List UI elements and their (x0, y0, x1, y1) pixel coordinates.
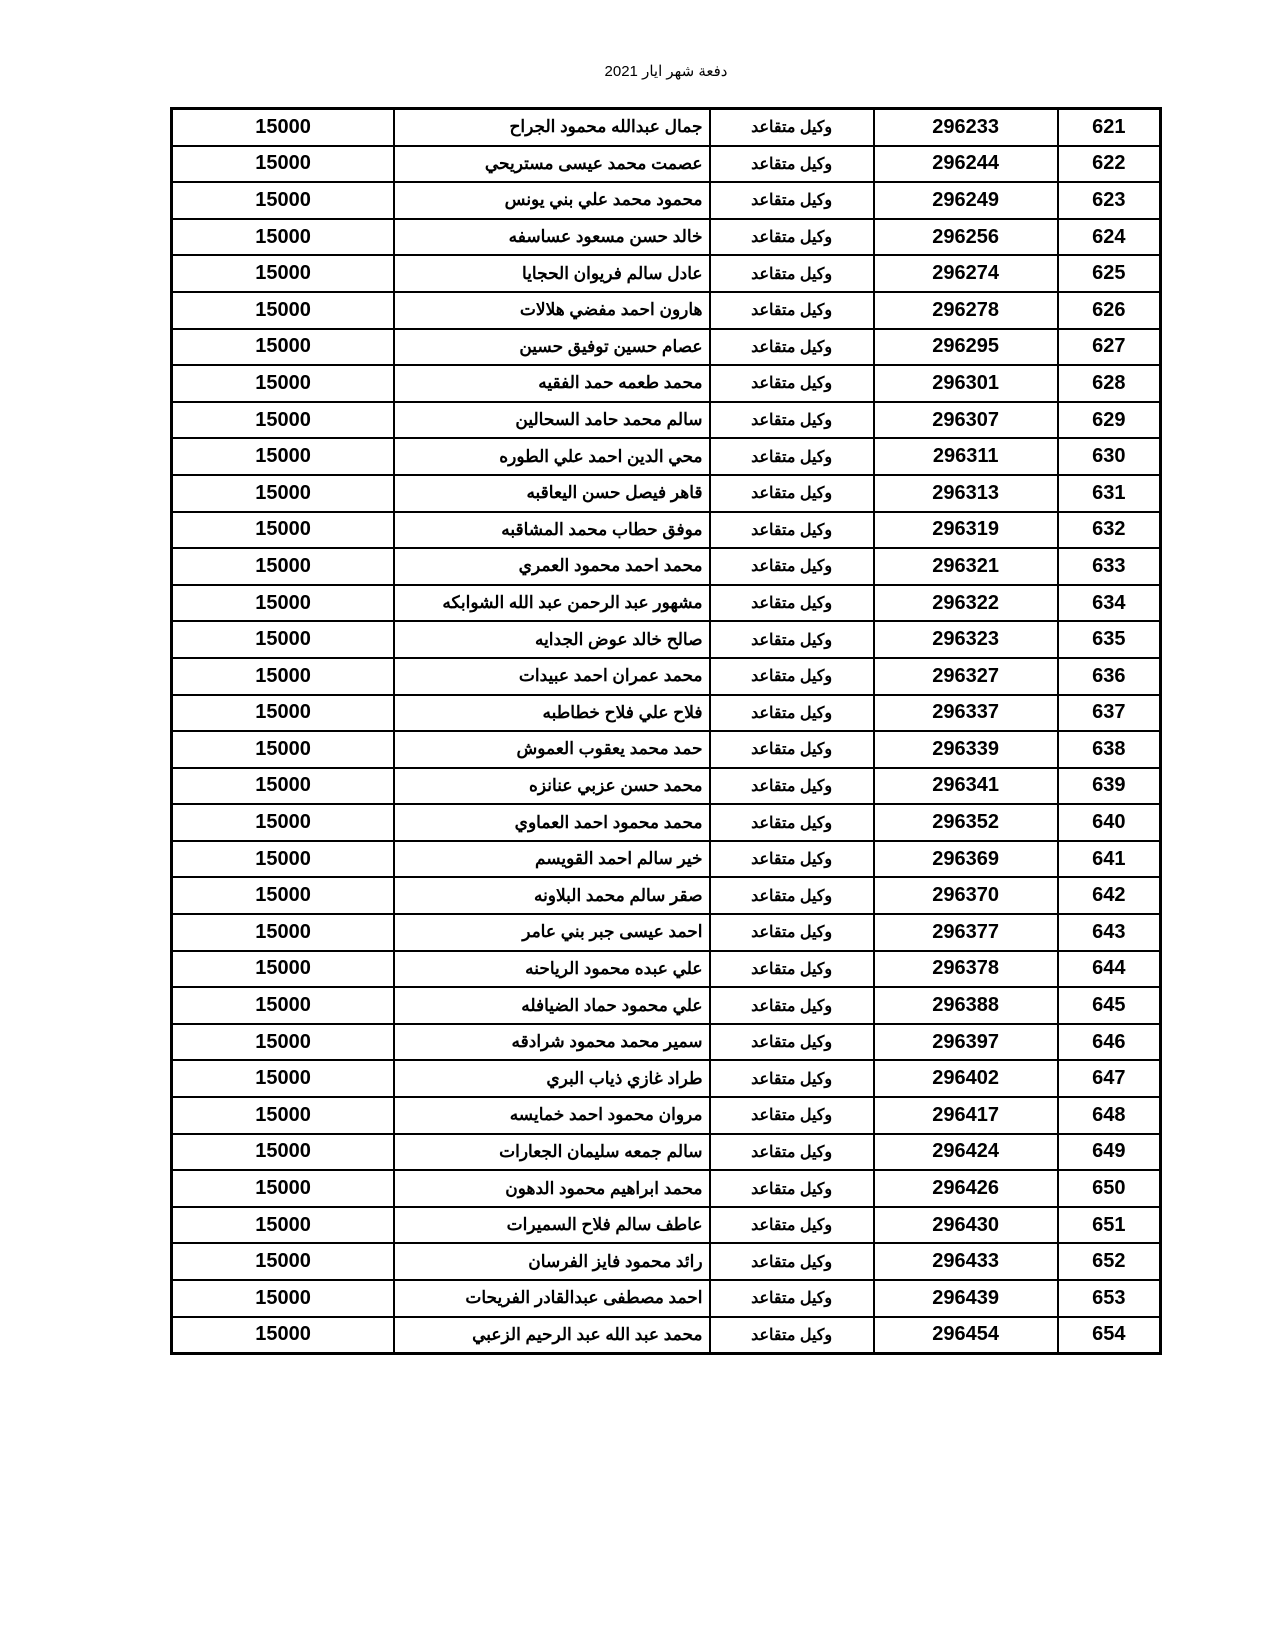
registration-number-cell: 296313 (874, 475, 1058, 512)
serial-cell: 636 (1058, 658, 1161, 695)
name-cell: سالم محمد حامد السحالين (394, 402, 709, 439)
name-cell: طراد غازي ذياب البري (394, 1060, 709, 1097)
registration-number-cell: 296424 (874, 1134, 1058, 1171)
serial-cell: 645 (1058, 987, 1161, 1024)
registration-number-cell: 296295 (874, 329, 1058, 366)
name-cell: احمد مصطفى عبدالقادر الفريحات (394, 1280, 709, 1317)
amount-cell: 15000 (172, 365, 395, 402)
rank-cell: وكيل متقاعد (710, 804, 874, 841)
name-cell: عادل سالم فريوان الحجايا (394, 255, 709, 292)
table-row (172, 1097, 1161, 1134)
registration-number-cell: 296322 (874, 585, 1058, 622)
table-row (172, 365, 1161, 402)
name-cell: عصمت محمد عيسى مستريحي (394, 146, 709, 183)
serial-cell: 643 (1058, 914, 1161, 951)
serial-cell: 630 (1058, 438, 1161, 475)
registration-number-cell: 296327 (874, 658, 1058, 695)
rank-cell: وكيل متقاعد (710, 658, 874, 695)
registration-number-cell: 296249 (874, 182, 1058, 219)
table-row (172, 512, 1161, 549)
registration-number-cell: 296417 (874, 1097, 1058, 1134)
name-cell: خالد حسن مسعود عساسفه (394, 219, 709, 256)
registration-number-cell: 296301 (874, 365, 1058, 402)
amount-cell: 15000 (172, 475, 395, 512)
name-cell: محمد احمد محمود العمري (394, 548, 709, 585)
table-row (172, 987, 1161, 1024)
registration-number-cell: 296433 (874, 1243, 1058, 1280)
amount-cell: 15000 (172, 1317, 395, 1354)
registration-number-cell: 296388 (874, 987, 1058, 1024)
table-row (172, 1170, 1161, 1207)
serial-cell: 627 (1058, 329, 1161, 366)
rank-cell: وكيل متقاعد (710, 329, 874, 366)
serial-cell: 639 (1058, 768, 1161, 805)
rank-cell: وكيل متقاعد (710, 1097, 874, 1134)
serial-cell: 635 (1058, 621, 1161, 658)
serial-cell: 634 (1058, 585, 1161, 622)
registration-number-cell: 296244 (874, 146, 1058, 183)
serial-cell: 633 (1058, 548, 1161, 585)
table-row (172, 146, 1161, 183)
name-cell: حمد محمد يعقوب العموش (394, 731, 709, 768)
registration-number-cell: 296337 (874, 695, 1058, 732)
serial-cell: 640 (1058, 804, 1161, 841)
rank-cell: وكيل متقاعد (710, 255, 874, 292)
rank-cell: وكيل متقاعد (710, 438, 874, 475)
amount-cell: 15000 (172, 1134, 395, 1171)
amount-cell: 15000 (172, 658, 395, 695)
rank-cell: وكيل متقاعد (710, 731, 874, 768)
table-row (172, 219, 1161, 256)
table-row (172, 292, 1161, 329)
serial-cell: 647 (1058, 1060, 1161, 1097)
name-cell: علي محمود حماد الضيافله (394, 987, 709, 1024)
amount-cell: 15000 (172, 292, 395, 329)
amount-cell: 15000 (172, 1097, 395, 1134)
name-cell: محمد عمران احمد عبيدات (394, 658, 709, 695)
name-cell: سالم جمعه سليمان الجعارات (394, 1134, 709, 1171)
table-row (172, 658, 1161, 695)
table-row (172, 475, 1161, 512)
registration-number-cell: 296323 (874, 621, 1058, 658)
rank-cell: وكيل متقاعد (710, 877, 874, 914)
name-cell: سمير محمد محمود شرادقه (394, 1024, 709, 1061)
rank-cell: وكيل متقاعد (710, 292, 874, 329)
name-cell: خير سالم احمد القويسم (394, 841, 709, 878)
name-cell: علي عبده محمود الرياحنه (394, 951, 709, 988)
table-row (172, 548, 1161, 585)
amount-cell: 15000 (172, 768, 395, 805)
rank-cell: وكيل متقاعد (710, 548, 874, 585)
name-cell: محمد طعمه حمد الفقيه (394, 365, 709, 402)
registration-number-cell: 296439 (874, 1280, 1058, 1317)
table-row (172, 768, 1161, 805)
table-row (172, 438, 1161, 475)
name-cell: قاهر فيصل حسن اليعاقبه (394, 475, 709, 512)
serial-cell: 646 (1058, 1024, 1161, 1061)
table-row (172, 1134, 1161, 1171)
table-row (172, 877, 1161, 914)
name-cell: محي الدين احمد علي الطوره (394, 438, 709, 475)
serial-cell: 624 (1058, 219, 1161, 256)
registration-number-cell: 296377 (874, 914, 1058, 951)
serial-cell: 638 (1058, 731, 1161, 768)
rank-cell: وكيل متقاعد (710, 621, 874, 658)
registration-number-cell: 296454 (874, 1317, 1058, 1354)
amount-cell: 15000 (172, 182, 395, 219)
amount-cell: 15000 (172, 146, 395, 183)
amount-cell: 15000 (172, 109, 395, 146)
rank-cell: وكيل متقاعد (710, 109, 874, 146)
table-row (172, 621, 1161, 658)
rank-cell: وكيل متقاعد (710, 585, 874, 622)
name-cell: مشهور عبد الرحمن عبد الله الشوابكه (394, 585, 709, 622)
serial-cell: 625 (1058, 255, 1161, 292)
rank-cell: وكيل متقاعد (710, 402, 874, 439)
serial-cell: 632 (1058, 512, 1161, 549)
registration-number-cell: 296378 (874, 951, 1058, 988)
rank-cell: وكيل متقاعد (710, 1280, 874, 1317)
rank-cell: وكيل متقاعد (710, 512, 874, 549)
name-cell: فلاح علي فلاح خطاطبه (394, 695, 709, 732)
table-row (172, 585, 1161, 622)
amount-cell: 15000 (172, 438, 395, 475)
name-cell: محمود محمد علي بني يونس (394, 182, 709, 219)
amount-cell: 15000 (172, 1243, 395, 1280)
name-cell: جمال عبدالله محمود الجراح (394, 109, 709, 146)
payment-table (170, 107, 1162, 1355)
name-cell: محمد ابراهيم محمود الدهون (394, 1170, 709, 1207)
amount-cell: 15000 (172, 219, 395, 256)
table-row (172, 182, 1161, 219)
amount-cell: 15000 (172, 1207, 395, 1244)
serial-cell: 629 (1058, 402, 1161, 439)
name-cell: احمد عيسى جبر بني عامر (394, 914, 709, 951)
table-row (172, 109, 1161, 146)
serial-cell: 631 (1058, 475, 1161, 512)
serial-cell: 652 (1058, 1243, 1161, 1280)
amount-cell: 15000 (172, 914, 395, 951)
amount-cell: 15000 (172, 1170, 395, 1207)
rank-cell: وكيل متقاعد (710, 1134, 874, 1171)
amount-cell: 15000 (172, 548, 395, 585)
name-cell: عاطف سالم فلاح السميرات (394, 1207, 709, 1244)
registration-number-cell: 296307 (874, 402, 1058, 439)
registration-number-cell: 296341 (874, 768, 1058, 805)
rank-cell: وكيل متقاعد (710, 1060, 874, 1097)
amount-cell: 15000 (172, 512, 395, 549)
rank-cell: وكيل متقاعد (710, 146, 874, 183)
table-row (172, 951, 1161, 988)
registration-number-cell: 296397 (874, 1024, 1058, 1061)
amount-cell: 15000 (172, 402, 395, 439)
serial-cell: 654 (1058, 1317, 1161, 1354)
rank-cell: وكيل متقاعد (710, 768, 874, 805)
rank-cell: وكيل متقاعد (710, 1207, 874, 1244)
rank-cell: وكيل متقاعد (710, 1170, 874, 1207)
table-row (172, 1317, 1161, 1354)
serial-cell: 626 (1058, 292, 1161, 329)
rank-cell: وكيل متقاعد (710, 1024, 874, 1061)
registration-number-cell: 296274 (874, 255, 1058, 292)
name-cell: رائد محمود فايز الفرسان (394, 1243, 709, 1280)
table-row (172, 1024, 1161, 1061)
registration-number-cell: 296319 (874, 512, 1058, 549)
rank-cell: وكيل متقاعد (710, 914, 874, 951)
registration-number-cell: 296352 (874, 804, 1058, 841)
amount-cell: 15000 (172, 841, 395, 878)
registration-number-cell: 296278 (874, 292, 1058, 329)
table-row (172, 1207, 1161, 1244)
amount-cell: 15000 (172, 1060, 395, 1097)
serial-cell: 644 (1058, 951, 1161, 988)
registration-number-cell: 296321 (874, 548, 1058, 585)
rank-cell: وكيل متقاعد (710, 841, 874, 878)
registration-number-cell: 296426 (874, 1170, 1058, 1207)
amount-cell: 15000 (172, 621, 395, 658)
registration-number-cell: 296430 (874, 1207, 1058, 1244)
serial-cell: 651 (1058, 1207, 1161, 1244)
amount-cell: 15000 (172, 987, 395, 1024)
table-row (172, 1060, 1161, 1097)
amount-cell: 15000 (172, 877, 395, 914)
amount-cell: 15000 (172, 731, 395, 768)
table-row (172, 255, 1161, 292)
page-title: دفعة شهر ايار 2021 (604, 63, 728, 80)
amount-cell: 15000 (172, 1024, 395, 1061)
amount-cell: 15000 (172, 951, 395, 988)
registration-number-cell: 296311 (874, 438, 1058, 475)
serial-cell: 621 (1058, 109, 1161, 146)
serial-cell: 642 (1058, 877, 1161, 914)
rank-cell: وكيل متقاعد (710, 219, 874, 256)
table-row (172, 804, 1161, 841)
serial-cell: 637 (1058, 695, 1161, 732)
registration-number-cell: 296256 (874, 219, 1058, 256)
serial-cell: 653 (1058, 1280, 1161, 1317)
table-body (172, 109, 1161, 1354)
serial-cell: 650 (1058, 1170, 1161, 1207)
table-row (172, 1243, 1161, 1280)
name-cell: عصام حسين توفيق حسين (394, 329, 709, 366)
rank-cell: وكيل متقاعد (710, 182, 874, 219)
name-cell: مروان محمود احمد خمايسه (394, 1097, 709, 1134)
registration-number-cell: 296370 (874, 877, 1058, 914)
rank-cell: وكيل متقاعد (710, 365, 874, 402)
table-row (172, 914, 1161, 951)
table-row (172, 841, 1161, 878)
table-row (172, 695, 1161, 732)
name-cell: هارون احمد مفضي هلالات (394, 292, 709, 329)
rank-cell: وكيل متقاعد (710, 951, 874, 988)
serial-cell: 622 (1058, 146, 1161, 183)
table-row (172, 402, 1161, 439)
amount-cell: 15000 (172, 804, 395, 841)
registration-number-cell: 296233 (874, 109, 1058, 146)
rank-cell: وكيل متقاعد (710, 987, 874, 1024)
name-cell: محمد عبد الله عبد الرحيم الزعبي (394, 1317, 709, 1354)
name-cell: موفق حطاب محمد المشاقبه (394, 512, 709, 549)
registration-number-cell: 296339 (874, 731, 1058, 768)
amount-cell: 15000 (172, 695, 395, 732)
rank-cell: وكيل متقاعد (710, 695, 874, 732)
name-cell: محمد محمود احمد العماوي (394, 804, 709, 841)
registration-number-cell: 296402 (874, 1060, 1058, 1097)
table-row (172, 329, 1161, 366)
table-row (172, 731, 1161, 768)
amount-cell: 15000 (172, 329, 395, 366)
amount-cell: 15000 (172, 1280, 395, 1317)
serial-cell: 628 (1058, 365, 1161, 402)
name-cell: صالح خالد عوض الجدايه (394, 621, 709, 658)
registration-number-cell: 296369 (874, 841, 1058, 878)
rank-cell: وكيل متقاعد (710, 1243, 874, 1280)
serial-cell: 648 (1058, 1097, 1161, 1134)
name-cell: محمد حسن عزبي عنانزه (394, 768, 709, 805)
serial-cell: 623 (1058, 182, 1161, 219)
rank-cell: وكيل متقاعد (710, 475, 874, 512)
serial-cell: 649 (1058, 1134, 1161, 1171)
serial-cell: 641 (1058, 841, 1161, 878)
amount-cell: 15000 (172, 255, 395, 292)
table-row (172, 1280, 1161, 1317)
amount-cell: 15000 (172, 585, 395, 622)
name-cell: صقر سالم محمد البلاونه (394, 877, 709, 914)
rank-cell: وكيل متقاعد (710, 1317, 874, 1354)
